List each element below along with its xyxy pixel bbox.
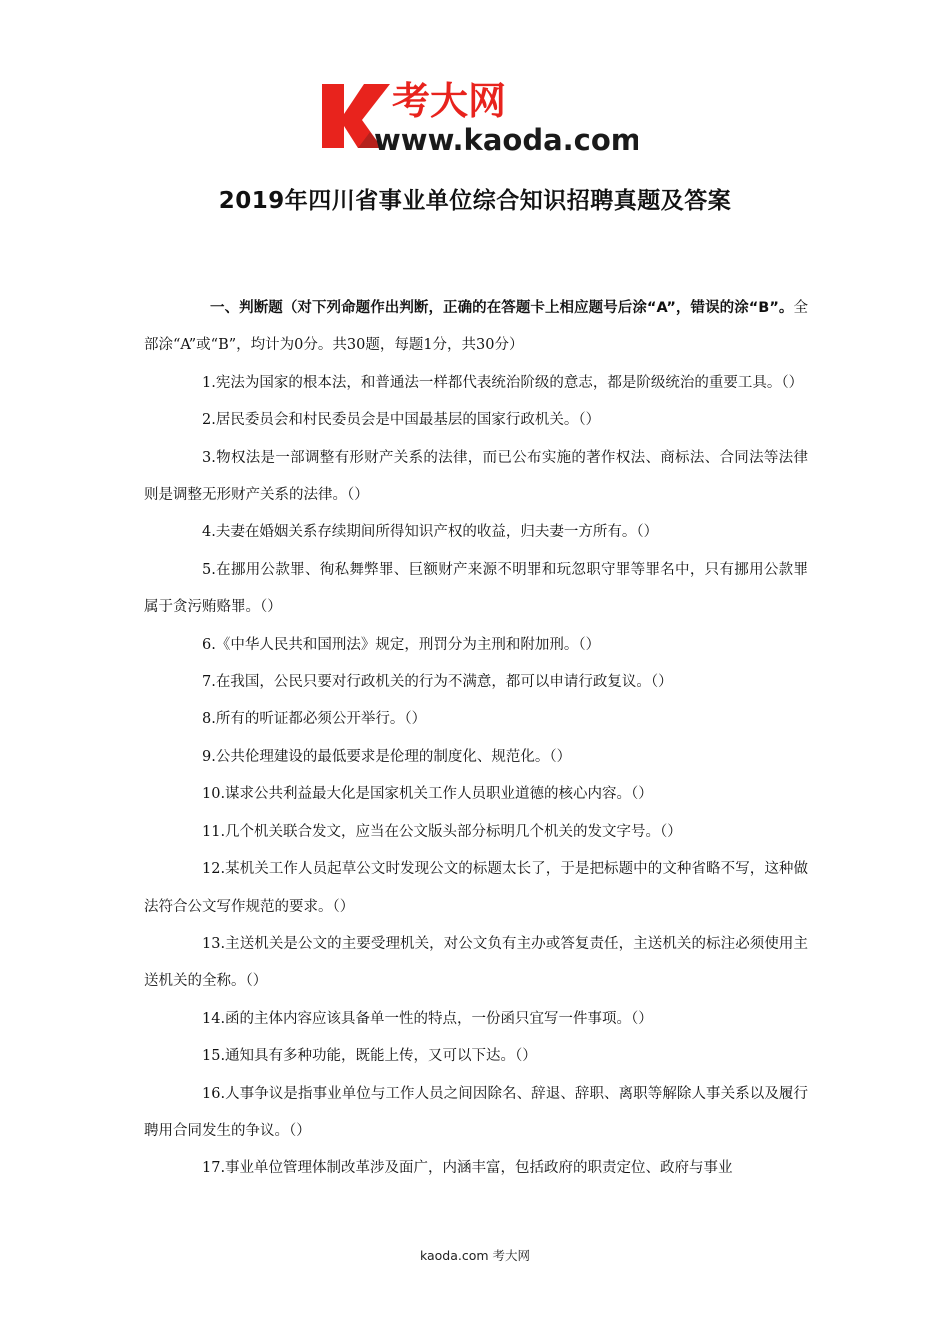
question-4: 4.夫妻在婚姻关系存续期间所得知识产权的收益，归夫妻一方所有。（） [202,524,659,541]
question-10: 10.谋求公共利益最大化是国家机关工作人员职业道德的核心内容。（） [202,786,653,803]
question-9: 9.公共伦理建设的最低要求是伦理的制度化、规范化。（） [202,748,572,765]
question-12: 12.某机关工作人员起草公文时发现公文的标题太长了，于是把标题中的文种省略不写，这种做法符合公文写作规范的要求。（） [144,861,808,915]
section-heading-normal: 全部涂“A”或“B”，均计为0分。共30题，每题1分，共30分） [144,300,808,354]
question-1: 1.宪法为国家的根本法，和普通法一样都代表统治阶级的意志，都是阶级统治的重要工具。（） [202,374,804,391]
question-6: 6.《中华人民共和国刑法》规定，刑罚分为主刑和附加刑。（） [202,636,601,653]
logo-brand-cn: 考大网 [392,80,507,123]
question-7: 7.在我国，公民只要对行政机关的行为不满意，都可以申请行政复议。（） [202,674,673,691]
question-17: 17.事业单位管理体制改革涉及面广，内涵丰富，包括政府的职责定位、政府与事业 [202,1160,733,1177]
question-11: 11.几个机关联合发文，应当在公文版头部分标明几个机关的发文字号。（） [202,823,682,840]
question-16: 16.人事争议是指事业单位与工作人员之间因除名、辞退、辞职、离职等解除人事关系以及履行聘用合同发生的争议。（） [144,1085,808,1139]
question-15: 15.通知具有多种功能，既能上传，又可以下达。（） [202,1048,537,1065]
section-heading [144,290,808,365]
question-14: 14.函的主体内容应该具备单一性的特点，一份函只宜写一件事项。（） [202,1010,653,1027]
question-3: 3.物权法是一部调整有形财产关系的法律，而已公布实施的著作权法、商标法、合同法等法律则是调整无形财产关系的法律。（） [144,449,808,504]
question-5: 5.在挪用公款罪、徇私舞弊罪、巨额财产来源不明罪和玩忽职守罪等罪名中，只有挪用公款罪属于贪污贿赂罪。（） [144,561,808,616]
question-2: 2.居民委员会和村民委员会是中国最基层的国家行政机关。（） [202,412,601,429]
page-footer: kaoda.com 考大网 [419,1248,531,1263]
document-title: 2019年四川省事业单位综合知识招聘真题及答案 [218,188,732,214]
document-body [144,290,808,1188]
logo-brand-url: www.kaoda.com [374,123,638,157]
kaoda-logo [318,80,638,158]
question-8: 8.所有的听证都必须公开举行。（） [202,711,427,728]
kaoda-logo-graphic [318,80,638,158]
question-13: 13.主送机关是公文的主要受理机关，对公文负有主办或答复责任，主送机关的标注必须使用主送机关的全称。（） [144,935,808,990]
section-heading-bold: 一、判断题（对下列命题作出判断，正确的在答题卡上相应题号后涂“A”，错误的涂“B”。 [210,300,794,316]
